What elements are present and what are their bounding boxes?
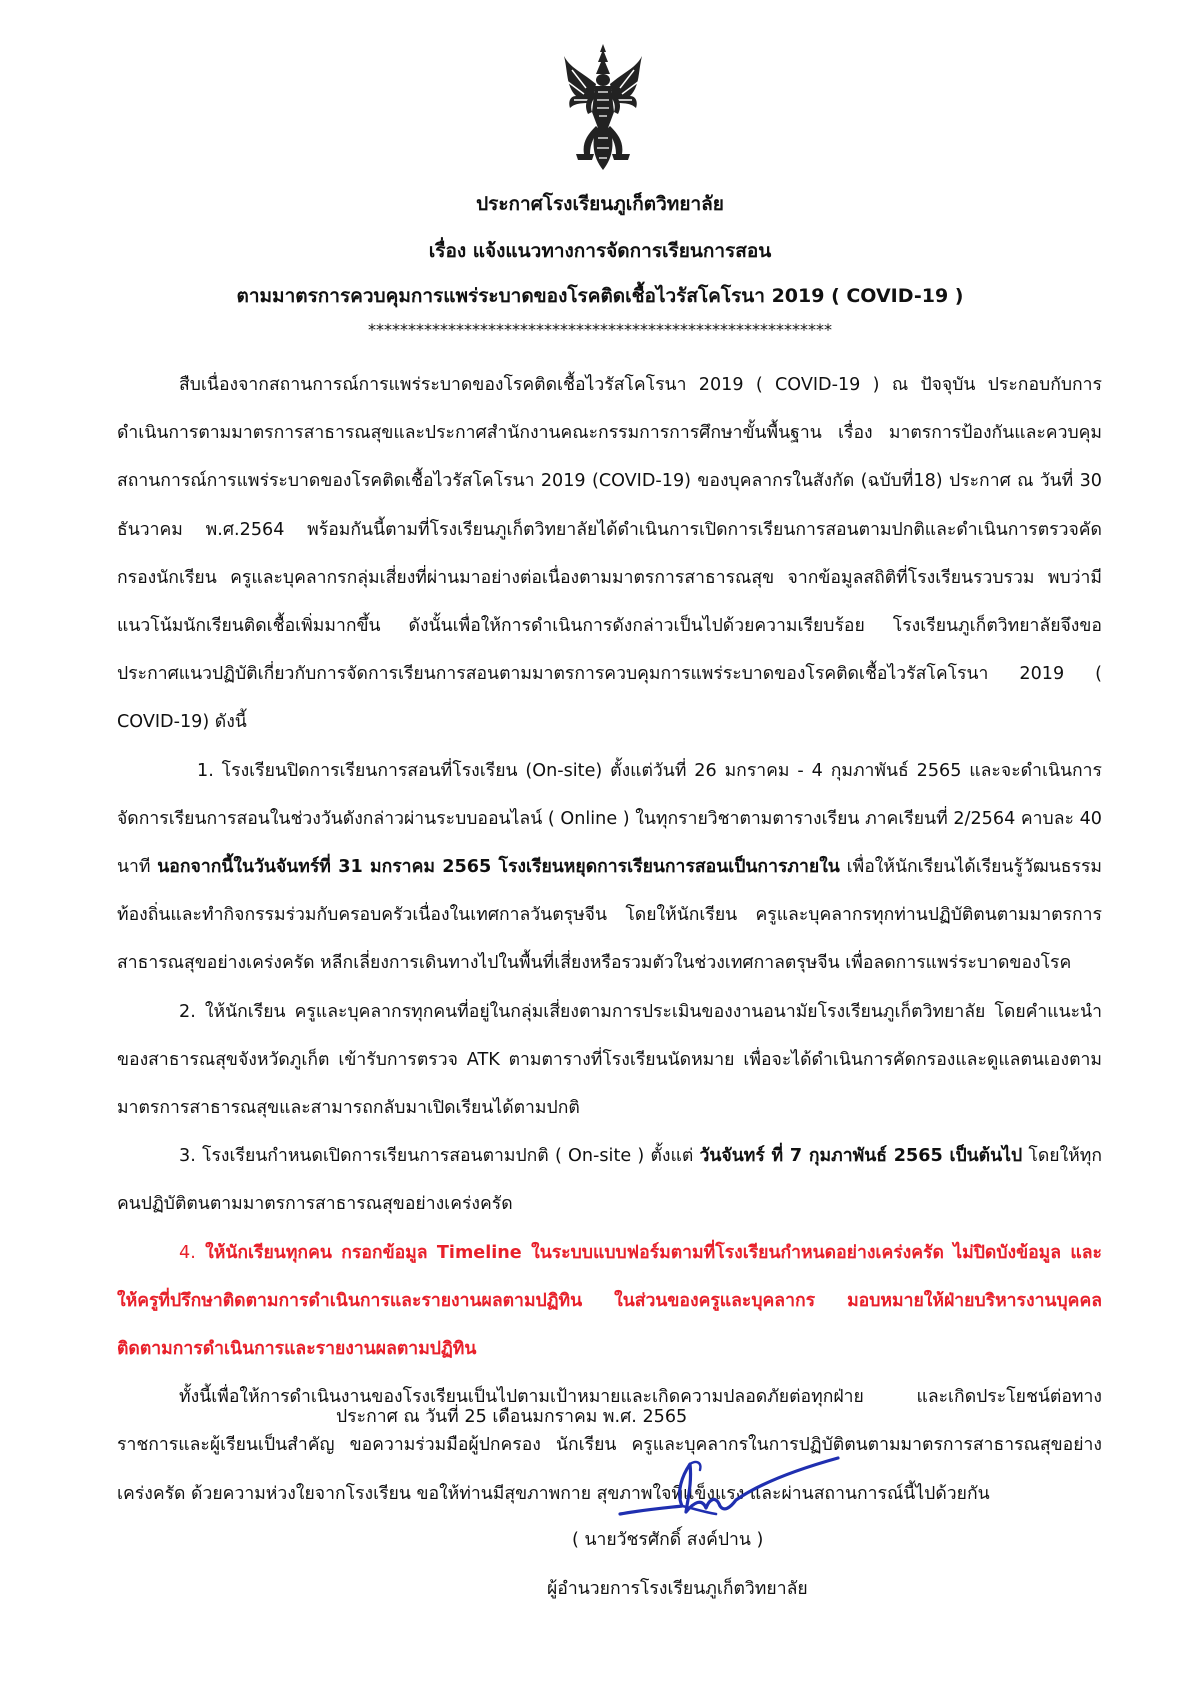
header-divider: ********************************************************** xyxy=(368,320,832,339)
closing-paragraph: ทั้งนี้เพื่อให้การดำเนินงานของโรงเรียนเป็นไปตามเป้าหมายและเกิดความปลอดภัยต่อทุกฝ่าย และเกิดประโยชน์ต่อทางราชการและผู้เรียนเป็นสำคัญ ขอความร่วมมือผู้ปกครอง นักเรียน ครูและบุคลากรในการปฏิบัติตนตามมาตรการสาธารณสุขอย่างเคร่งครัด ด้วยความห่วงใยจากโรงเรียน ขอให้ท่านมีสุขภาพกาย สุขภาพใจที่แข็งแรง และผ่านสถานการณ์นี้ไปด้วยกัน xyxy=(117,1387,1102,1504)
item-3-bold: วันจันทร์ ที่ 7 กุมภาพันธ์ 2565 เป็นต้นไป xyxy=(699,1146,1023,1167)
header-subtitle: ตามมาตรการควบคุมการแพร่ระบาดของโรคติดเชื้อไวรัสโคโรนา 2019 ( COVID-19 ) xyxy=(236,285,964,307)
item-1-text: 1. โรงเรียนปิดการเรียนการสอนที่โรงเรียน (On-site) ตั้งแต่วันที่ 26 มกราคม - 4 กุมภาพันธ์ 2565 และจะดำเนินการจัดการเรียนการสอนในช่วงวันดังกล่าวผ่านระบบออนไลน์ ( Online ) ในทุกรายวิชาตามตารางเรียน ภาคเรียนที่ 2/2564 คาบละ 40 นาที xyxy=(117,760,1102,878)
garuda-emblem-icon xyxy=(562,42,644,172)
item-1-bold: นอกจากนี้ในวันจันทร์ที่ 31 มกราคม 2565 โรงเรียนหยุดการเรียนการสอนเป็นการภายใน xyxy=(157,857,840,878)
item-3-text: 3. โรงเรียนกำหนดเปิดการเรียนการสอนตามปกติ ( On-site ) ตั้งแต่ xyxy=(179,1146,700,1167)
header-subject: เรื่อง แจ้งแนวทางการจัดการเรียนการสอน xyxy=(428,240,772,262)
item-4 xyxy=(117,1229,1102,1374)
item-1 xyxy=(117,747,1102,988)
item-4-text: ให้นักเรียนทุกคน กรอกข้อมูล Timeline ในระบบแบบฟอร์มตามที่โรงเรียนกำหนดอย่างเคร่งครัด ไม่ปิดบังข้อมูล และให้ครูที่ปรึกษาติดตามการดำเนินการและรายงานผลตามปฏิทิน ในส่วนของครูและบุคลากร มอบหมายให้ฝ่ายบริหารงานบุคคลติดตามการดำเนินการและรายงานผลตามปฏิทิน xyxy=(117,1242,1102,1360)
item-3-text-cont: โดยให้ทุกคนปฏิบัติตนตามมาตรการสาธารณสุขอย่างเคร่งครัด xyxy=(117,1146,1103,1215)
item-3 xyxy=(117,1132,1102,1228)
item-4-number: 4. xyxy=(179,1242,196,1263)
signatory-position: ผู้อำนวยการโรงเรียนภูเก็ตวิทยาลัย xyxy=(547,1579,808,1599)
announcement-body xyxy=(117,361,1102,1518)
item-1-text-cont: เพื่อให้นักเรียนได้เรียนรู้วัฒนธรรมท้องถิ่นและทำกิจกรรมร่วมกับครอบครัวเนื่องในเทศกาลวันตรุษจีน โดยให้นักเรียน ครูและบุคลากรทุกท่านปฏิบัติตนตามมาตรการสาธารณสุขอย่างเคร่งครัด หลีกเลี่ยงการเดินทางไปในพื้นที่เสี่ยงหรือรวมตัวในช่วงเทศกาลตรุษจีน เพื่อลดการแพร่ระบาดของโรค xyxy=(117,857,1102,974)
signatory-name: ( นายวัชรศักดิ์ สงค์ปาน ) xyxy=(572,1530,764,1550)
item-2: 2. ให้นักเรียน ครูและบุคลากรทุกคนที่อยู่ในกลุ่มเสี่ยงตามการประเมินของงานอนามัยโรงเรียนภูเก็ตวิทยาลัย โดยคำแนะนำของสาธารณสุขจังหวัดภูเก็ต เข้ารับการตรวจ ATK ตามตารางที่โรงเรียนนัดหมาย เพื่อจะได้ดำเนินการคัดกรองและดูแลตนเองตามมาตรการสาธารณสุขและสามารถกลับมาเปิดเรียนได้ตามปกติ xyxy=(117,1001,1102,1119)
header-title: ประกาศโรงเรียนภูเก็ตวิทยาลัย xyxy=(476,193,724,215)
announcement-date: ประกาศ ณ วันที่ 25 เดือนมกราคม พ.ศ. 2565 xyxy=(336,1407,688,1427)
intro-paragraph: สืบเนื่องจากสถานการณ์การแพร่ระบาดของโรคติดเชื้อไวรัสโคโรนา 2019 ( COVID-19 ) ณ ปัจจุบัน ประกอบกับการดำเนินการตามมาตรการสาธารณสุขและประกาศสำนักงานคณะกรรมการการศึกษาขั้นพื้นฐาน เรื่อง มาตรการป้องกันและควบคุมสถานการณ์การแพร่ระบาดของโรคติดเชื้อไวรัสโคโรนา 2019 (COVID-19) ของบุคลากรในสังกัด (ฉบับที่18) ประกาศ ณ วันที่ 30 ธันวาคม พ.ศ.2564 พร้อมกันนี้ตามที่โรงเรียนภูเก็ตวิทยาลัยได้ดำเนินการเปิดการเรียนการสอนตามปกติและดำเนินการตรวจคัดกรองนักเรียน ครูและบุคลากรกลุ่มเสี่ยงที่ผ่านมาอย่างต่อเนื่องตามมาตรการสาธารณสุข จากข้อมูลสถิติที่โรงเรียนรวบรวม พบว่ามีแนวโน้มนักเรียนติดเชื้อเพิ่มมากขึ้น ดังนั้นเพื่อให้การดำเนินการดังกล่าวเป็นไปด้วยความเรียบร้อย โรงเรียนภูเก็ตวิทยาลัยจึงขอประกาศแนวปฏิบัติเกี่ยวกับการจัดการเรียนการสอนตามมาตรการควบคุมการแพร่ระบาดของโรคติดเชื้อไวรัสโคโรนา 2019 ( COVID-19) ดังนี้ xyxy=(117,375,1102,733)
